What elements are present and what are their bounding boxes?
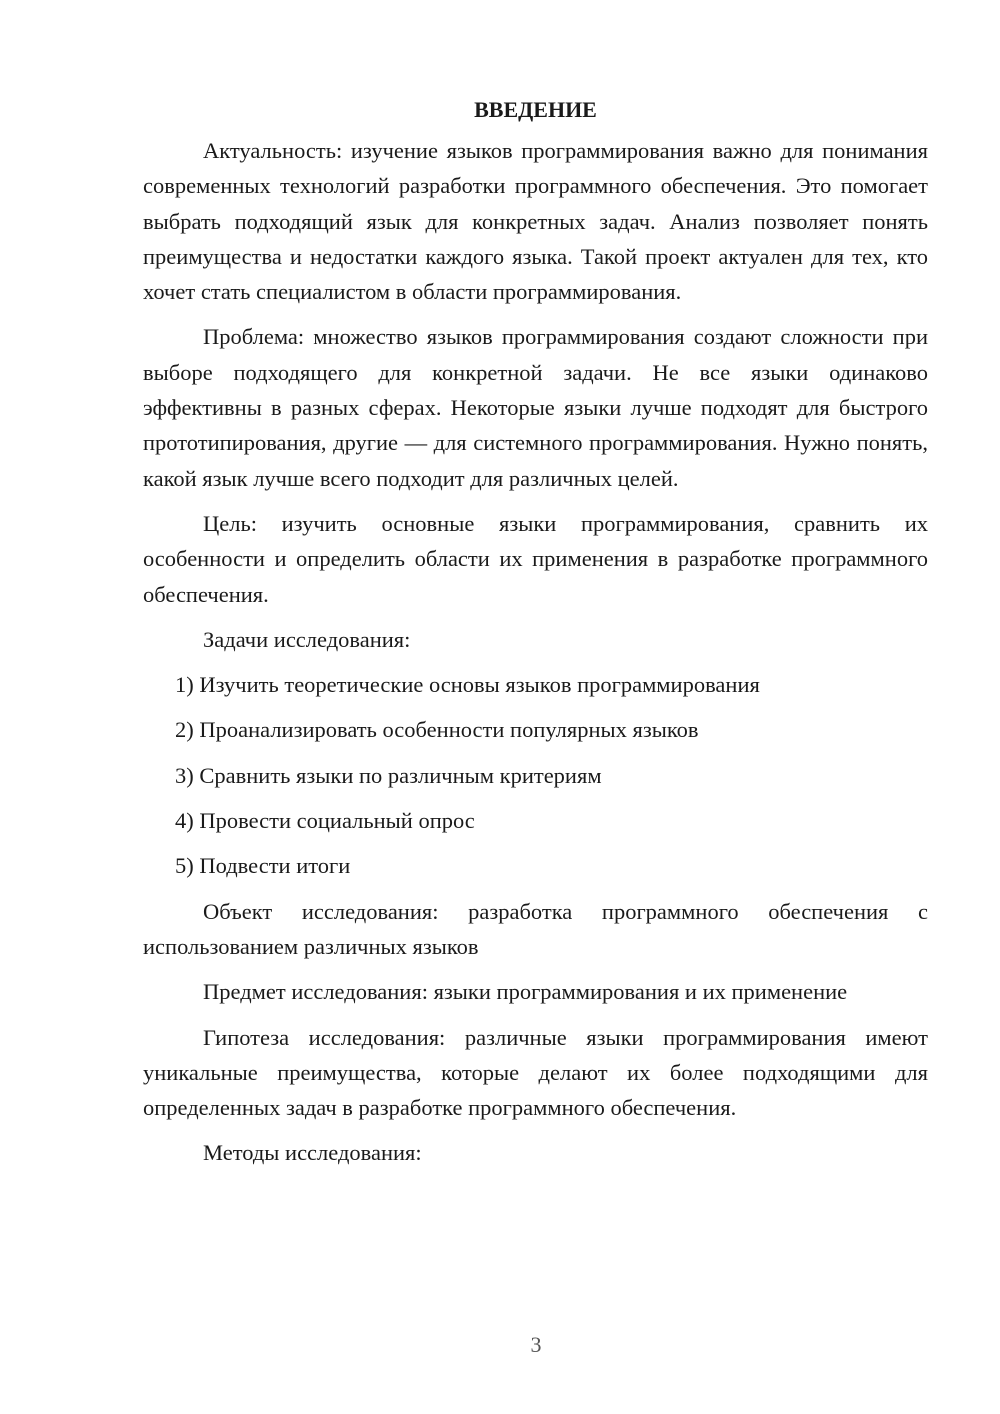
object-paragraph: Объект исследования: разработка программного обеспечения с использованием различных языков	[143, 898, 928, 959]
tasks-heading: Задачи исследования:	[203, 626, 411, 652]
tasks-list	[143, 667, 928, 883]
hypothesis-paragraph: Гипотеза исследования: различные языки программирования имеют уникальные преимущества, которые делают их более подходящими для определенных задач в разработке программного обеспечения.	[143, 1024, 928, 1121]
list-item: 3) Сравнить языки по различным критериям	[175, 762, 602, 788]
methods-heading: Методы исследования:	[203, 1140, 422, 1166]
subject-paragraph: Предмет исследования: языки программирования и их применение	[203, 979, 848, 1005]
relevance-paragraph: Актуальность: изучение языков программирования важно для понимания современных технологий разработки программного обеспечения. Это помогает выбрать подходящий язык для конкретных задач. Анализ позволяет понять преимущества и недостатки каждого языка. Такой проект актуален для тех, кто хочет стать специалистом в области программирования.	[143, 138, 928, 305]
list-item: 2) Проанализировать особенности популярных языков	[175, 717, 699, 743]
page-number: 3	[530, 1332, 542, 1357]
list-item: 1) Изучить теоретические основы языков программирования	[175, 672, 760, 698]
list-item: 5) Подвести итоги	[175, 853, 351, 879]
page-title: ВВЕДЕНИЕ	[474, 97, 597, 122]
document-page	[143, 92, 928, 1181]
problem-paragraph: Проблема: множество языков программирования создают сложности при выборе подходящего для конкретной задачи. Не все языки одинаково эффективны в разных сферах. Некоторые языки лучше подходят для быстрого прототипирования, другие — для системного программирования. Нужно понять, какой язык лучше всего подходит для различных целей.	[143, 324, 928, 491]
list-item: 4) Провести социальный опрос	[175, 808, 475, 834]
goal-paragraph: Цель: изучить основные языки программирования, сравнить их особенности и определить области их применения в разработке программного обеспечения.	[143, 510, 928, 607]
